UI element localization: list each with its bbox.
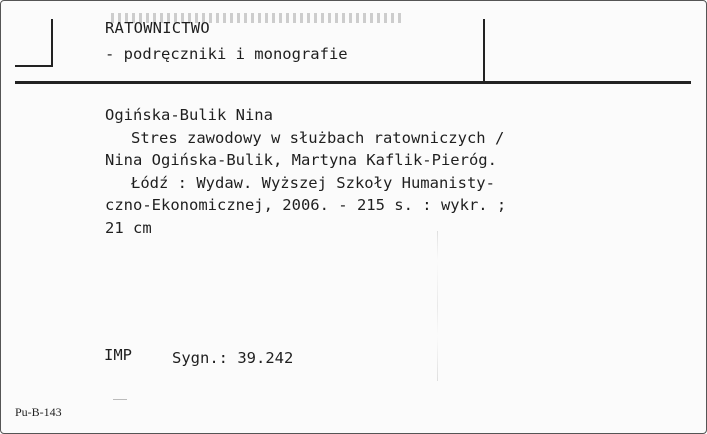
bibliographic-entry xyxy=(105,104,506,240)
card-texture-mark xyxy=(113,399,127,400)
subject-heading: RATOWNICTWO xyxy=(105,19,210,37)
entry-author: Ogińska-Bulik Nina xyxy=(105,106,273,124)
corner-mark-horizontal xyxy=(15,65,53,67)
entry-publication: Łódź : Wydaw. Wyższej Szkoły Humanisty- xyxy=(131,173,495,192)
shelfmark-signature: Sygn.: 39.242 xyxy=(172,349,294,367)
entry-publication-cont: czno-Ekonomicznej, 2006. - 215 s. : wykr. ; xyxy=(105,196,507,215)
card-texture-mark xyxy=(437,231,438,381)
entry-title: Stres zawodowy w służbach ratowniczych / xyxy=(131,128,505,147)
header-rule xyxy=(15,81,691,84)
corner-mark-vertical xyxy=(51,19,53,67)
subject-subtitle: - podręczniki i monografie xyxy=(105,45,348,63)
entry-dimensions: 21 cm xyxy=(105,218,152,237)
shelfmark-prefix: IMP xyxy=(104,346,132,364)
header-divider xyxy=(483,19,485,81)
library-code: Pu-B-143 xyxy=(15,405,62,419)
entry-responsibility: Nina Ogińska-Bulik, Martyna Kaflik-Pieróg. xyxy=(105,151,497,170)
